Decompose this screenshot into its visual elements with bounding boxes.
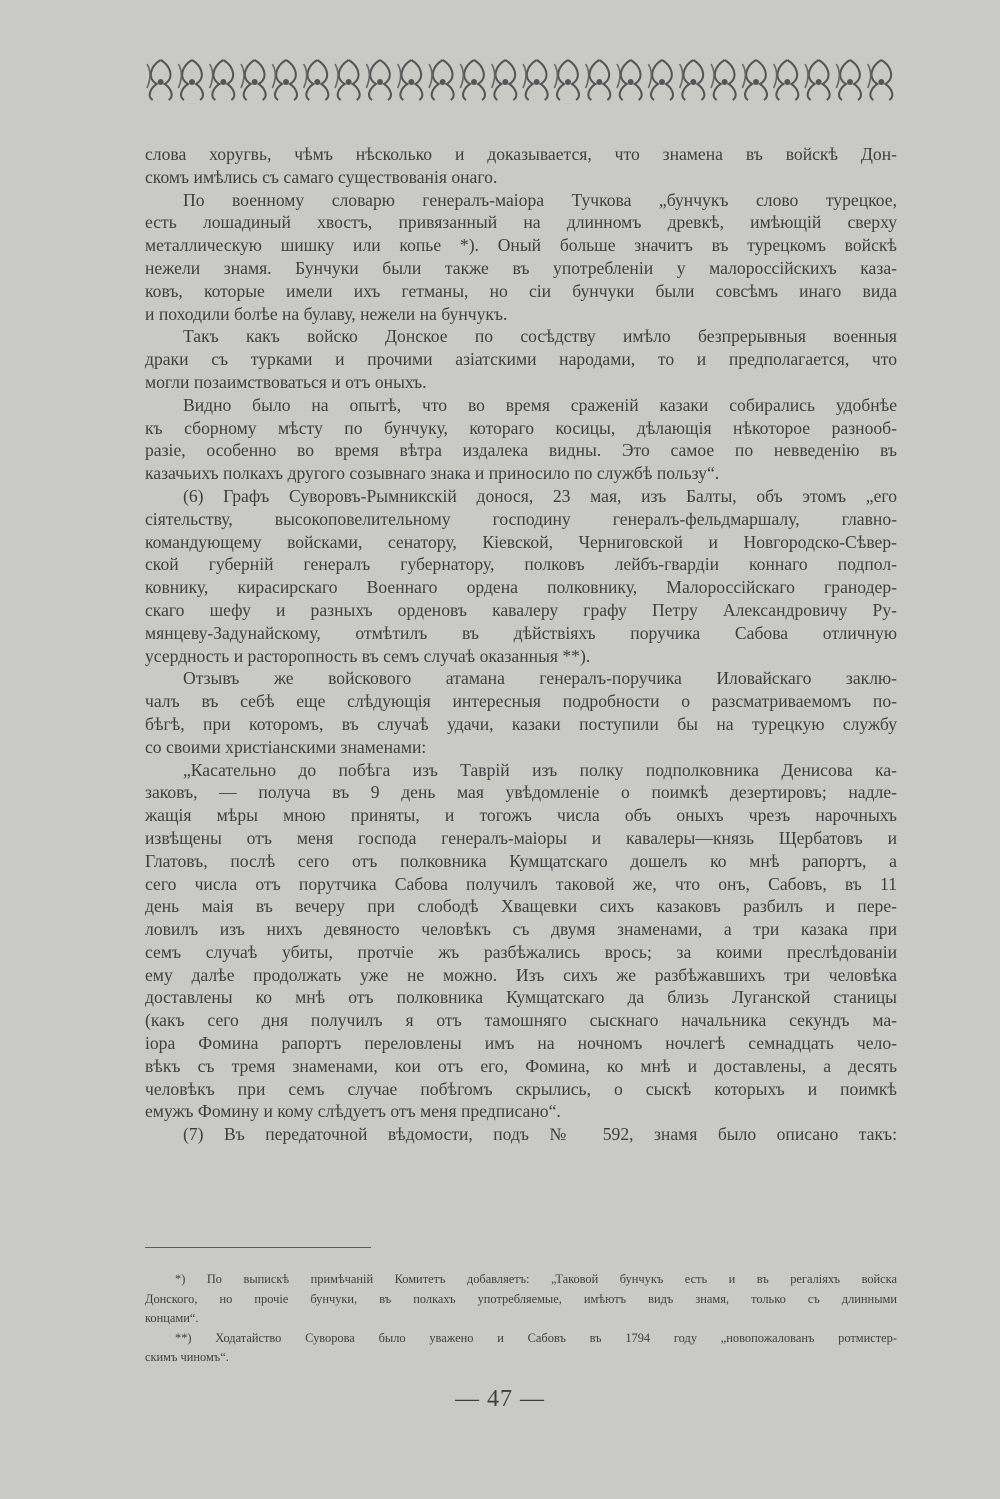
text-line: металлическую шишку или копье *). Оный больше значитъ въ турецкомъ войскѣ — [145, 235, 897, 256]
footnote-line: *) По выпискѣ примѣчаній Комитетъ добавляетъ: „Таковой бунчукъ есть и въ регаліяхъ войска — [175, 1272, 897, 1286]
text-line: (6) Графъ Суворовъ-Рымникскій донося, 23 мая, изъ Балты, объ этомъ „его — [183, 485, 897, 506]
footnote-line: **) Ходатайство Суворова было уважено и Сабовъ въ 1794 году „новопожалованъ ротмистер- — [175, 1330, 897, 1345]
text-line: ему далѣе продолжать уже не можно. Изъ сихъ же разбѣжавшихъ три человѣка — [145, 964, 897, 985]
text-line: доставлены ко мнѣ отъ полковника Кумщатскаго да близь Луганской станицы — [145, 987, 897, 1008]
text-line: сіятельству, высокоповелительному господину генералъ-фельдмаршалу, главно- — [145, 508, 897, 529]
text-line: Такъ какъ войско Донское по сосѣдству имѣло безпрерывныя военныя — [183, 326, 897, 347]
text-line: Глатовъ, послѣ сего отъ полковника Кумщатскаго дошелъ ко мнѣ рапортъ, а — [145, 850, 897, 871]
footnote-line: скимъ чиномъ“. — [145, 1350, 229, 1365]
text-line: Отзывъ же войскового атамана генералъ-поручика Иловайскаго заклю- — [183, 668, 897, 689]
footnote-line: концами“. — [145, 1311, 199, 1326]
text-line: казачьихъ полкахъ другого созывнаго знака и приносило по службѣ пользу“. — [145, 463, 720, 484]
text-line: извѣщены отъ меня господа генералъ-маіоры и кавалеры—князь Щербатовъ и — [145, 827, 897, 848]
footnote-line: Донского, но прочіе бунчуки, въ полкахъ употребляемые, имѣютъ видъ знамя, только съ длинными — [145, 1291, 897, 1306]
footnotes — [145, 1270, 897, 1368]
text-line: емужъ Фомину и кому слѣдуетъ отъ меня предписано“. — [145, 1101, 561, 1122]
text-line: чалъ въ себѣ еще слѣдующія интересныя подробности о разсматриваемомъ по- — [145, 691, 897, 712]
text-line: мянцеву-Задунайскому, отмѣтилъ въ дѣйствіяхъ поручика Сабова отличную — [145, 622, 897, 643]
text-line: со своими христіанскими знаменами: — [145, 736, 427, 757]
text-line: слова хоругвь, чѣмъ нѣсколько и доказывается, что знамена въ войскѣ Дон- — [145, 144, 897, 164]
footnote-divider — [145, 1247, 371, 1248]
text-line: жащія мѣры мною приняты, и тогожъ числа объ оныхъ чрезъ нарочныхъ — [145, 805, 897, 826]
text-line: скаго шефу и разныхъ орденовъ кавалеру графу Петру Александровичу Ру- — [145, 599, 897, 620]
floral-border-ornament-icon — [145, 52, 897, 104]
text-line: драки съ турками и прочими азіатскими народами, то и предполагается, что — [145, 349, 897, 370]
text-line: разіе, особенно во время вѣтра издалека видны. Это самое по невведенію въ — [145, 440, 897, 461]
text-line: „Касательно до побѣга изъ Таврій изъ полку подполковника Денисова ка- — [183, 759, 897, 780]
text-line: ковнику, кирасирскаго Военнаго ордена полковнику, Малороссійскаго гранодер- — [145, 577, 897, 598]
text-line: семъ случаѣ убиты, протчіе жъ разбѣжались врось; за коими преслѣдованіи — [145, 941, 897, 962]
text-line: человѣкъ при семъ случае побѣгомъ скрылись, о сыскѣ которыхъ и поимкѣ — [145, 1078, 897, 1099]
text-line: сего числа отъ порутчика Сабова получилъ таковой же, что онъ, Сабовъ, въ 11 — [145, 873, 897, 894]
text-line: ловилъ изъ нихъ девяносто человѣкъ съ двумя знаменами, а три казака при — [145, 919, 897, 940]
text-line: вѣкъ съ тремя знаменами, кои отъ его, Фомина, ко мнѣ и доставлены, а десять — [145, 1055, 897, 1076]
text-line: нежели знамя. Бунчуки были также въ употребленіи у малороссійскихъ каза- — [145, 257, 897, 278]
text-line: скомъ имѣлись съ самаго существованія онаго. — [145, 166, 498, 187]
main-text — [145, 143, 897, 1146]
text-line: есть лошадиный хвостъ, привязанный на длинномъ древкѣ, имѣющій сверху — [145, 212, 897, 233]
text-line: бѣгѣ, при которомъ, въ случаѣ удачи, казаки поступили бы на турецкую службу — [145, 713, 897, 734]
page-number: — 47 — — [455, 1386, 545, 1412]
text-line: іора Фомина рапортъ переловлены имъ на ночномъ ночлегѣ семнадцать чело- — [145, 1033, 897, 1054]
text-line: ской губерній генералъ губернатору, полковъ лейбъ-гвардіи коннаго подпол- — [145, 554, 897, 575]
text-line: ковъ, которые имели ихъ гетманы, но сіи бунчуки были совсѣмъ инаго вида — [145, 280, 897, 301]
text-line: къ сборному мѣсту по бунчуку, котораго косицы, дѣлающія нѣкоторое разнооб- — [145, 417, 897, 438]
text-line: заковъ, — получа въ 9 день мая увѣдомленіе о поимкѣ дезертировъ; надле- — [145, 782, 897, 803]
text-line: день маія въ вечеру при слободѣ Хващевки сихъ казаковъ разбилъ и пере- — [145, 896, 897, 917]
text-line: усердность и расторопность въ семъ случаѣ оказанныя **). — [145, 645, 591, 666]
text-line: могли позаимствоваться и отъ оныхъ. — [145, 371, 427, 392]
text-line: По военному словарю генералъ-маіора Тучкова „бунчукъ слово турецкое, — [183, 189, 897, 210]
text-line: (какъ сего дня получилъ я отъ тамошняго сыскнаго начальника секундъ ма- — [145, 1010, 897, 1031]
text-line: и походили болѣе на булаву, нежели на бунчукъ. — [145, 303, 508, 324]
text-line: Видно было на опытѣ, что во время сраженій казаки собирались удобнѣе — [183, 394, 897, 415]
text-line: командующему войсками, сенатору, Кіевской, Черниговской и Новгородско-Сѣвер- — [145, 531, 897, 552]
text-line: (7) Въ передаточной вѣдомости, подъ № 592, знамя было описано такъ: — [183, 1124, 897, 1145]
